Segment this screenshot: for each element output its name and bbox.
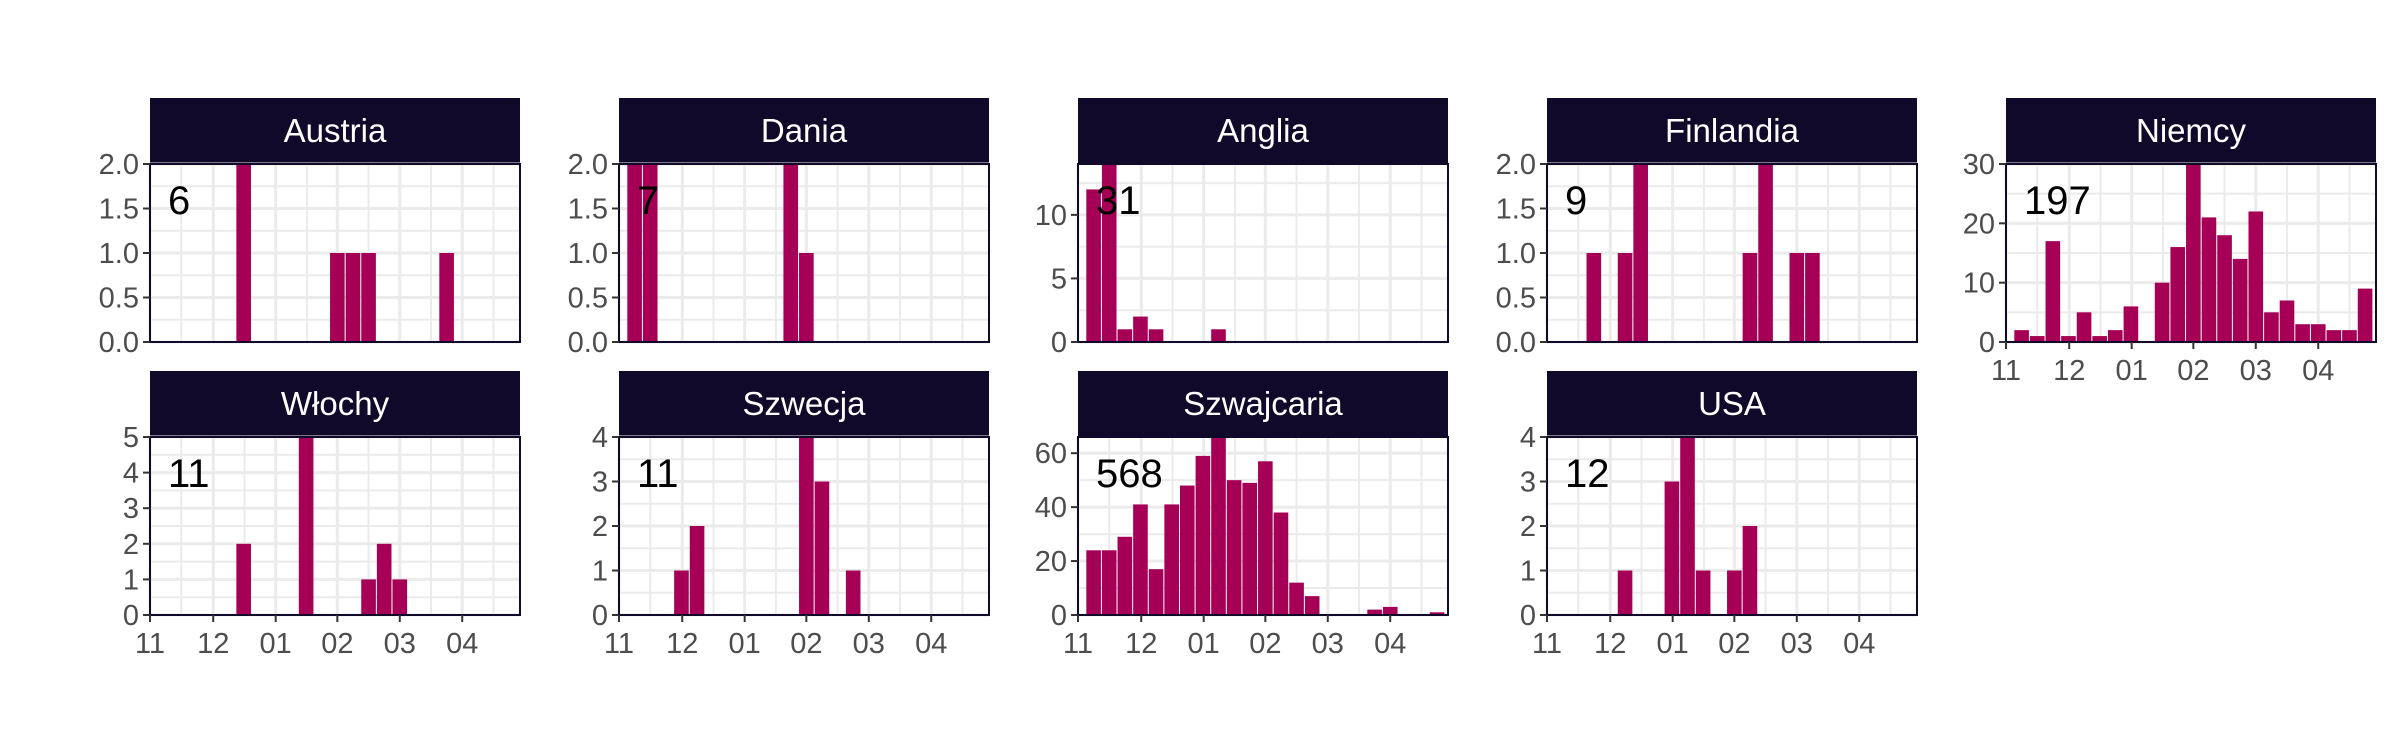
x-tick-label: 12 [197, 628, 230, 660]
x-tick-label: 02 [1718, 628, 1751, 660]
y-tick-label: 30 [1962, 149, 1995, 181]
histogram-bar [236, 164, 251, 342]
x-tick-label: 04 [446, 628, 479, 660]
facet-total-count: 9 [1565, 179, 1588, 223]
x-tick-label: 02 [790, 628, 823, 660]
facet-strip-label: Szwecja [742, 385, 866, 422]
facet-total-count: 11 [637, 452, 679, 496]
histogram-bar [1743, 253, 1758, 342]
histogram-bar [2311, 324, 2326, 342]
facet-panel-austria [99, 98, 520, 359]
y-tick-label: 0 [122, 600, 139, 632]
x-tick-label: 03 [383, 628, 416, 660]
y-tick-label: 0.5 [567, 282, 608, 315]
histogram-bar [1618, 571, 1633, 616]
histogram-bar [1211, 329, 1226, 342]
y-tick-label: 1.0 [1495, 238, 1536, 270]
histogram-bar [2108, 330, 2123, 342]
histogram-bar [2124, 306, 2139, 342]
x-tick-label: 12 [1125, 628, 1158, 660]
y-tick-label: 0.0 [567, 327, 608, 359]
facet-strip-label: Dania [760, 112, 848, 149]
facet-panel-szwajcaria [1035, 371, 1448, 660]
histogram-bar [2186, 164, 2201, 342]
y-tick-label: 2 [122, 528, 139, 561]
facet-strip-label: Finlandia [1665, 112, 1799, 149]
facet-panel-anglia [1035, 98, 1448, 359]
histogram-bar [846, 571, 861, 616]
histogram-bar [1118, 537, 1133, 615]
x-tick-label: 12 [666, 628, 699, 660]
y-tick-label: 3 [122, 493, 139, 526]
histogram-bar [1805, 253, 1820, 342]
y-tick-label: 10 [1034, 199, 1067, 232]
y-tick-label: 2.0 [98, 149, 139, 181]
x-tick-label: 04 [915, 628, 948, 660]
facet-total-count: 12 [1565, 452, 1610, 496]
x-tick-label: 11 [603, 628, 635, 660]
histogram-bar [690, 526, 705, 615]
facet-total-count: 31 [1096, 179, 1141, 223]
histogram-bar [1305, 596, 1320, 615]
y-tick-label: 0 [1050, 327, 1067, 359]
histogram-bar [1680, 437, 1695, 615]
x-tick-label: 03 [2239, 355, 2272, 387]
histogram-bar [1258, 461, 1273, 615]
y-tick-label: 4 [1519, 422, 1536, 454]
histogram-bar [392, 579, 407, 615]
y-tick-label: 0.0 [1495, 327, 1536, 359]
x-tick-label: 01 [728, 628, 761, 660]
x-tick-label: 02 [321, 628, 354, 660]
histogram-bar [1211, 437, 1226, 615]
histogram-bar [1164, 504, 1179, 615]
histogram-bar [2046, 241, 2061, 342]
facet-panel-usa [1520, 371, 1917, 660]
histogram-bar [1758, 164, 1773, 342]
x-tick-label: 11 [1531, 628, 1563, 660]
y-tick-label: 1.5 [98, 193, 139, 226]
y-tick-label: 2 [1519, 511, 1536, 543]
y-tick-label: 0.5 [98, 282, 139, 315]
histogram-bar [1180, 486, 1195, 615]
histogram-bar [2280, 300, 2295, 342]
y-tick-label: 0 [1978, 327, 1995, 359]
y-tick-label: 1.5 [1495, 193, 1536, 226]
x-tick-label: 11 [1062, 628, 1094, 660]
facet-total-count: 11 [168, 452, 210, 496]
histogram-bar [2217, 235, 2232, 342]
facet-panel-dania [568, 98, 989, 359]
histogram-bar [1587, 253, 1602, 342]
histogram-bar [2014, 330, 2029, 342]
x-tick-label: 02 [1249, 628, 1282, 660]
x-tick-label: 01 [1656, 628, 1689, 660]
x-tick-label: 11 [1990, 355, 2022, 387]
histogram-bar [2295, 324, 2310, 342]
y-tick-label: 1 [591, 555, 608, 588]
facet-strip-label: Anglia [1217, 112, 1309, 149]
facet-total-count: 7 [637, 179, 660, 223]
histogram-bar [1149, 569, 1164, 615]
facet-strip-label: Austria [283, 112, 387, 149]
facet-panel-szwecja [592, 371, 989, 660]
x-tick-label: 03 [1311, 628, 1344, 660]
facet-strip-label: USA [1698, 385, 1766, 422]
y-tick-label: 60 [1034, 438, 1067, 471]
histogram-bar [346, 253, 361, 342]
histogram-bar [361, 579, 376, 615]
y-tick-label: 5 [1050, 263, 1067, 296]
histogram-bar [1102, 550, 1117, 615]
x-tick-label: 02 [2177, 355, 2210, 387]
x-tick-label: 04 [1374, 628, 1407, 660]
histogram-bar [330, 253, 345, 342]
y-tick-label: 4 [591, 422, 608, 454]
y-tick-label: 1 [1519, 555, 1536, 588]
histogram-bar [1196, 456, 1211, 615]
y-tick-label: 0.5 [1495, 282, 1536, 315]
y-tick-label: 4 [122, 457, 139, 490]
x-tick-label: 12 [2053, 355, 2086, 387]
histogram-bar [439, 253, 454, 342]
x-tick-label: 12 [1594, 628, 1627, 660]
histogram-bar [1289, 583, 1304, 615]
histogram-bar [1118, 329, 1133, 342]
x-tick-label: 03 [1780, 628, 1813, 660]
histogram-bar [2358, 289, 2373, 342]
histogram-bar [674, 571, 689, 616]
histogram-bar [1274, 513, 1289, 615]
x-tick-label: 03 [852, 628, 885, 660]
histogram-bar [1665, 482, 1680, 616]
histogram-bar [1743, 526, 1758, 615]
y-tick-label: 5 [122, 422, 139, 454]
y-tick-label: 0 [1050, 600, 1067, 632]
histogram-bar [815, 482, 830, 616]
histogram-bar [1227, 480, 1242, 615]
y-tick-label: 2 [591, 511, 608, 543]
x-tick-label: 01 [1187, 628, 1220, 660]
facet-strip-label: Szwajcaria [1183, 385, 1343, 422]
y-tick-label: 0.0 [98, 327, 139, 359]
y-tick-label: 2.0 [1495, 149, 1536, 181]
x-tick-label: 04 [2302, 355, 2335, 387]
facet-total-count: 6 [168, 179, 191, 223]
facet-panel-niemcy [1963, 98, 2376, 387]
histogram-bar [361, 253, 376, 342]
y-tick-label: 10 [1962, 267, 1995, 300]
facet-panel-włochy [123, 371, 520, 660]
histogram-bar [1618, 253, 1633, 342]
histogram-bar [2202, 217, 2217, 342]
histogram-bar [2342, 330, 2357, 342]
histogram-bar [783, 164, 798, 342]
x-tick-label: 04 [1843, 628, 1876, 660]
histogram-bar [2170, 247, 2185, 342]
facet-panel-finlandia [1496, 98, 1917, 359]
histogram-bar [799, 437, 814, 615]
histogram-bar [1133, 317, 1148, 342]
y-tick-label: 0 [591, 600, 608, 632]
x-tick-label: 11 [134, 628, 166, 660]
facet-total-count: 568 [1096, 452, 1163, 496]
y-tick-label: 3 [591, 466, 608, 499]
y-tick-label: 1.5 [567, 193, 608, 226]
y-tick-label: 0 [1519, 600, 1536, 632]
y-tick-label: 1.0 [98, 238, 139, 270]
y-tick-label: 1 [122, 564, 139, 597]
y-tick-label: 40 [1034, 492, 1067, 525]
histogram-bar [2233, 259, 2248, 342]
histogram-bar [1149, 329, 1164, 342]
histogram-bar [236, 544, 251, 615]
histogram-bar [1383, 607, 1398, 615]
x-tick-label: 01 [259, 628, 292, 660]
histogram-bar [1696, 571, 1711, 616]
histogram-bar [377, 544, 392, 615]
histogram-bar [1789, 253, 1804, 342]
y-tick-label: 1.0 [567, 238, 608, 270]
histogram-bar [2248, 211, 2263, 342]
y-tick-label: 20 [1034, 546, 1067, 579]
histogram-bar [1133, 504, 1148, 615]
histogram-bar [2264, 312, 2279, 342]
histogram-bar [2327, 330, 2342, 342]
histogram-bar [299, 437, 314, 615]
x-tick-label: 01 [2115, 355, 2148, 387]
histogram-bar [1242, 483, 1257, 615]
y-tick-label: 2.0 [567, 149, 608, 181]
histogram-bar [2155, 283, 2170, 342]
facet-strip-label: Włochy [280, 385, 390, 422]
facet-strip-label: Niemcy [2135, 112, 2247, 149]
histogram-bar [1633, 164, 1648, 342]
y-tick-label: 3 [1519, 466, 1536, 499]
histogram-bar [1086, 550, 1101, 615]
histogram-bar [1727, 571, 1742, 616]
y-tick-label: 20 [1962, 208, 1995, 241]
histogram-bar [799, 253, 814, 342]
facet-total-count: 197 [2024, 179, 2091, 223]
histogram-bar [2077, 312, 2092, 342]
